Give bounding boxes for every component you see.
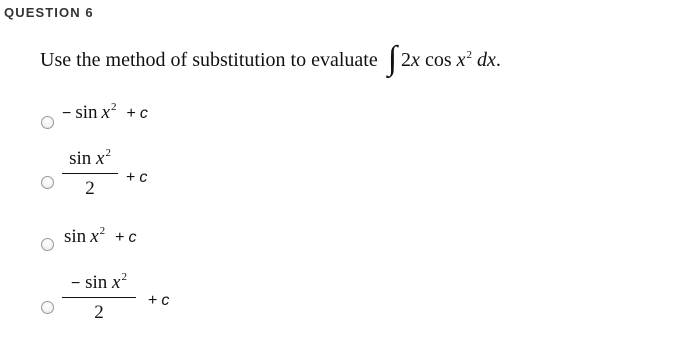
integrand-dx: dx [477, 48, 496, 71]
option-4-plus: + [148, 292, 158, 309]
option-3-x: x [90, 226, 99, 247]
option-3-exponent: 2 [99, 225, 106, 237]
integrand-period: . [495, 48, 501, 71]
option-4-fraction [62, 272, 136, 324]
option-1-c: c [139, 105, 148, 122]
option-2-fraction [62, 148, 118, 200]
integrand-x: x [411, 48, 420, 71]
option-1-radio[interactable] [41, 116, 54, 129]
option-4-exponent: 2 [121, 271, 127, 283]
option-1-plus: + [126, 105, 136, 122]
option-1-label[interactable] [62, 102, 148, 124]
option-4-x: x [112, 272, 121, 293]
option-2-tail[interactable] [126, 169, 147, 187]
option-1-exponent: 2 [110, 101, 117, 113]
option-2-denominator: 2 [85, 178, 95, 199]
question-header: QUESTION 6 [4, 5, 94, 20]
option-4-tail[interactable] [148, 292, 169, 310]
option-1-x: x [101, 102, 110, 123]
option-1-sin: sin [75, 102, 98, 123]
option-2-exponent: 2 [105, 147, 111, 159]
option-3-radio[interactable] [41, 238, 54, 251]
prompt-text: Use the method of substitution to evaluate [40, 48, 378, 71]
option-4-minus: − [71, 275, 81, 292]
option-2-c: c [139, 169, 148, 186]
integrand-coefficient: 2 [401, 48, 412, 71]
option-2-radio[interactable] [41, 176, 54, 189]
option-4-sin: sin [85, 272, 108, 293]
option-4-c: c [161, 292, 170, 309]
option-4-numerator [62, 272, 136, 294]
integrand-cos: cos [424, 48, 452, 71]
integrand-x-squared-base: x [456, 48, 466, 71]
option-2-fraction-bar [62, 173, 118, 174]
option-3-plus: + [115, 229, 125, 246]
option-3-sin: sin [64, 226, 87, 247]
option-3-c: c [128, 229, 137, 246]
option-4-fraction-bar [62, 297, 136, 298]
option-1-minus: − [62, 105, 72, 122]
option-2-numerator [62, 148, 118, 170]
integrand [401, 49, 501, 72]
option-2-sin: sin [69, 148, 92, 169]
option-4-denominator: 2 [94, 302, 104, 323]
option-3-label[interactable] [64, 226, 136, 248]
question-prompt [40, 40, 501, 77]
integral-symbol: ∫ [387, 40, 398, 77]
option-2-plus: + [126, 169, 136, 186]
option-4-radio[interactable] [41, 301, 54, 314]
integrand-exponent: 2 [466, 48, 472, 61]
option-2-x: x [96, 148, 105, 169]
